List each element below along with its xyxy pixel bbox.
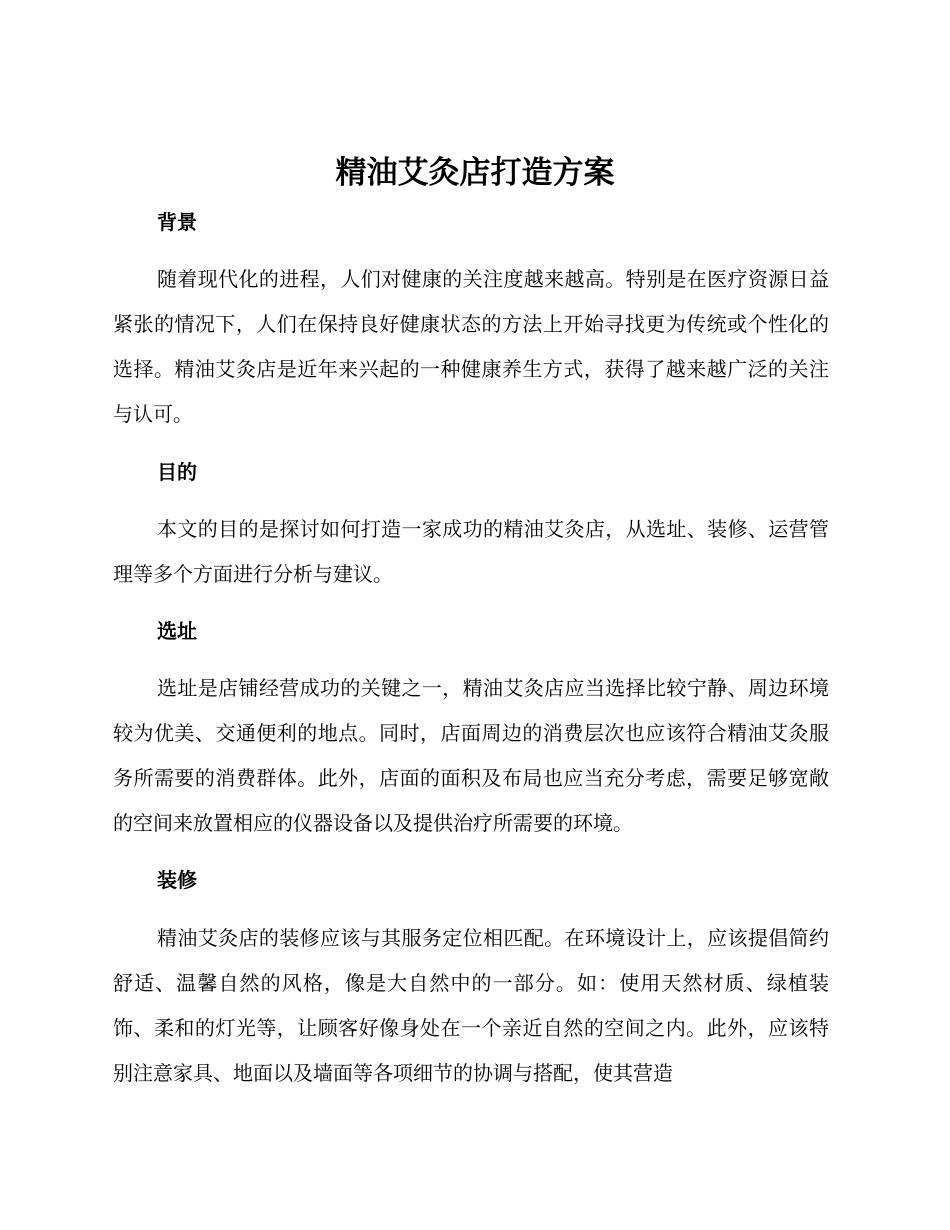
section-paragraph-background: 随着现代化的进程，人们对健康的关注度越来越高。特别是在医疗资源日益紧张的情况下，人们在保持良好健康状态的方法上开始寻找更为传统或个性化的选择。精油艾灸店是近年来兴起的一种健康养生方式，获得了越来越广泛的关注与认可。 xyxy=(113,267,829,426)
section-paragraph-site-selection: 选址是店铺经营成功的关键之一，精油艾灸店应当选择比较宁静、周边环境较为优美、交通便利的地点。同时，店面周边的消费层次也应该符合精油艾灸服务所需要的消费群体。此外，店面的面积及布局也应当充分考虑，需要足够宽敞的空间来放置相应的仪器设备以及提供治疗所需要的环境。 xyxy=(113,676,829,835)
section-heading-background: 背景 xyxy=(157,210,197,234)
section-paragraph-decoration: 精油艾灸店的装修应该与其服务定位相匹配。在环境设计上，应该提倡简约舒适、温馨自然的风格，像是大自然中的一部分。如：使用天然材质、绿植装饰、柔和的灯光等，让顾客好像身处在一个亲近自然的空间之内。此外，应该特别注意家具、地面以及墙面等各项细节的协调与搭配，使其营造 xyxy=(113,926,829,1085)
section-heading-site-selection: 选址 xyxy=(157,619,197,643)
section-heading-decoration: 装修 xyxy=(157,868,197,892)
section-heading-purpose: 目的 xyxy=(157,460,197,484)
section-paragraph-purpose: 本文的目的是探讨如何打造一家成功的精油艾灸店，从选址、装修、运营管理等多个方面进行分析与建议。 xyxy=(113,517,829,586)
document-title: 精油艾灸店打造方案 xyxy=(335,155,615,191)
